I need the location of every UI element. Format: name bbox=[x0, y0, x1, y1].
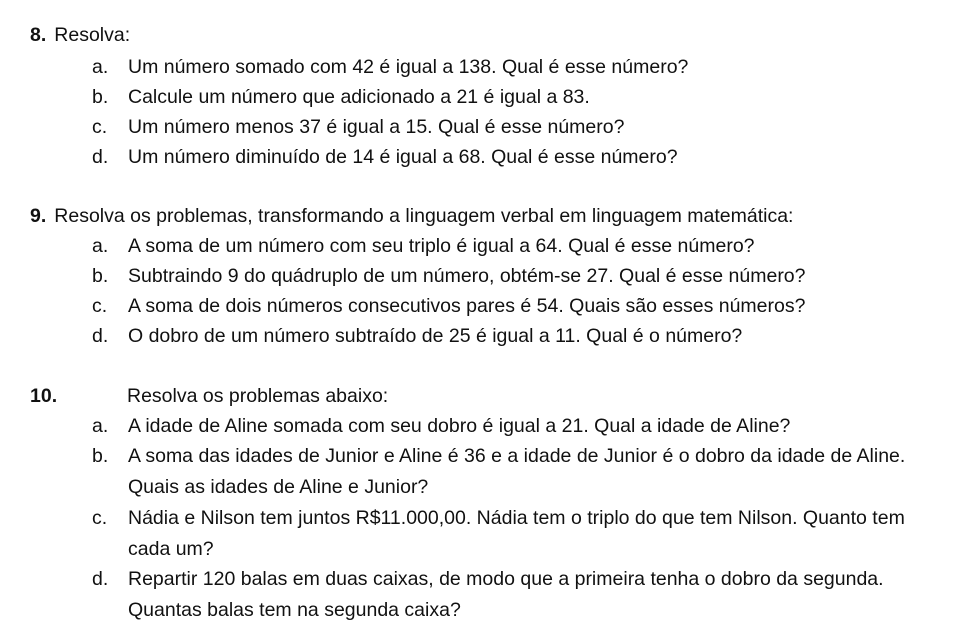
item-text: Calcule um número que adicionado a 21 é igual a 83. bbox=[128, 86, 590, 108]
item-text: A soma de um número com seu triplo é igual a 64. Qual é esse número? bbox=[128, 235, 755, 257]
item-letter: a. bbox=[92, 56, 109, 78]
question-8-item-c bbox=[92, 112, 952, 143]
item-letter: c. bbox=[92, 116, 108, 138]
question-10-heading bbox=[30, 381, 388, 411]
item-text: A idade de Aline somada com seu dobro é igual a 21. Qual a idade de Aline? bbox=[128, 415, 791, 437]
item-letter: c. bbox=[92, 507, 108, 529]
question-title: Resolva os problemas abaixo: bbox=[127, 385, 389, 407]
item-letter: d. bbox=[92, 568, 109, 590]
item-text: A soma de dois números consecutivos pares é 54. Quais são esses números? bbox=[128, 295, 806, 317]
question-8-item-a bbox=[92, 52, 952, 83]
item-letter: b. bbox=[92, 86, 109, 108]
item-letter: d. bbox=[92, 325, 109, 347]
question-10-item-b bbox=[92, 441, 952, 502]
question-number: 9. bbox=[30, 205, 47, 227]
item-letter: b. bbox=[92, 445, 109, 467]
item-text: Um número somado com 42 é igual a 138. Qual é esse número? bbox=[128, 56, 689, 78]
item-text: Subtraindo 9 do quádruplo de um número, obtém-se 27. Qual é esse número? bbox=[128, 265, 806, 287]
question-9-item-d bbox=[92, 321, 952, 352]
question-title: Resolva: bbox=[54, 24, 131, 46]
question-10-item-c bbox=[92, 503, 952, 564]
item-letter: a. bbox=[92, 235, 109, 257]
item-text: Nádia e Nilson tem juntos R$11.000,00. Nádia tem o triplo do que tem Nilson. Quanto tem cada um? bbox=[128, 507, 905, 560]
item-letter: b. bbox=[92, 265, 109, 287]
item-text: A soma das idades de Junior e Aline é 36 e a idade de Junior é o dobro da idade de Aline. Quais as idades de Aline e Junior? bbox=[128, 445, 906, 498]
question-9-item-c bbox=[92, 291, 952, 322]
item-text: O dobro de um número subtraído de 25 é igual a 11. Qual é o número? bbox=[128, 325, 743, 347]
question-number: 10. bbox=[30, 385, 58, 407]
item-text: Um número diminuído de 14 é igual a 68. Qual é esse número? bbox=[128, 146, 678, 168]
question-9-item-b bbox=[92, 261, 952, 292]
item-text: Um número menos 37 é igual a 15. Qual é esse número? bbox=[128, 116, 625, 138]
item-letter: a. bbox=[92, 415, 109, 437]
question-number: 8. bbox=[30, 24, 47, 46]
question-9-heading bbox=[30, 201, 793, 231]
item-text: Repartir 120 balas em duas caixas, de modo que a primeira tenha o dobro da segunda. Quantas balas tem na segunda caixa? bbox=[128, 568, 884, 621]
item-letter: d. bbox=[92, 146, 109, 168]
question-8-heading bbox=[30, 20, 130, 50]
question-9-item-a bbox=[92, 231, 952, 262]
question-10-item-a bbox=[92, 411, 952, 442]
question-8-item-d bbox=[92, 142, 952, 173]
item-letter: c. bbox=[92, 295, 108, 317]
question-title: Resolva os problemas, transformando a linguagem verbal em linguagem matemática: bbox=[54, 205, 794, 227]
question-8-item-b bbox=[92, 82, 952, 113]
question-10-item-d bbox=[92, 564, 952, 625]
